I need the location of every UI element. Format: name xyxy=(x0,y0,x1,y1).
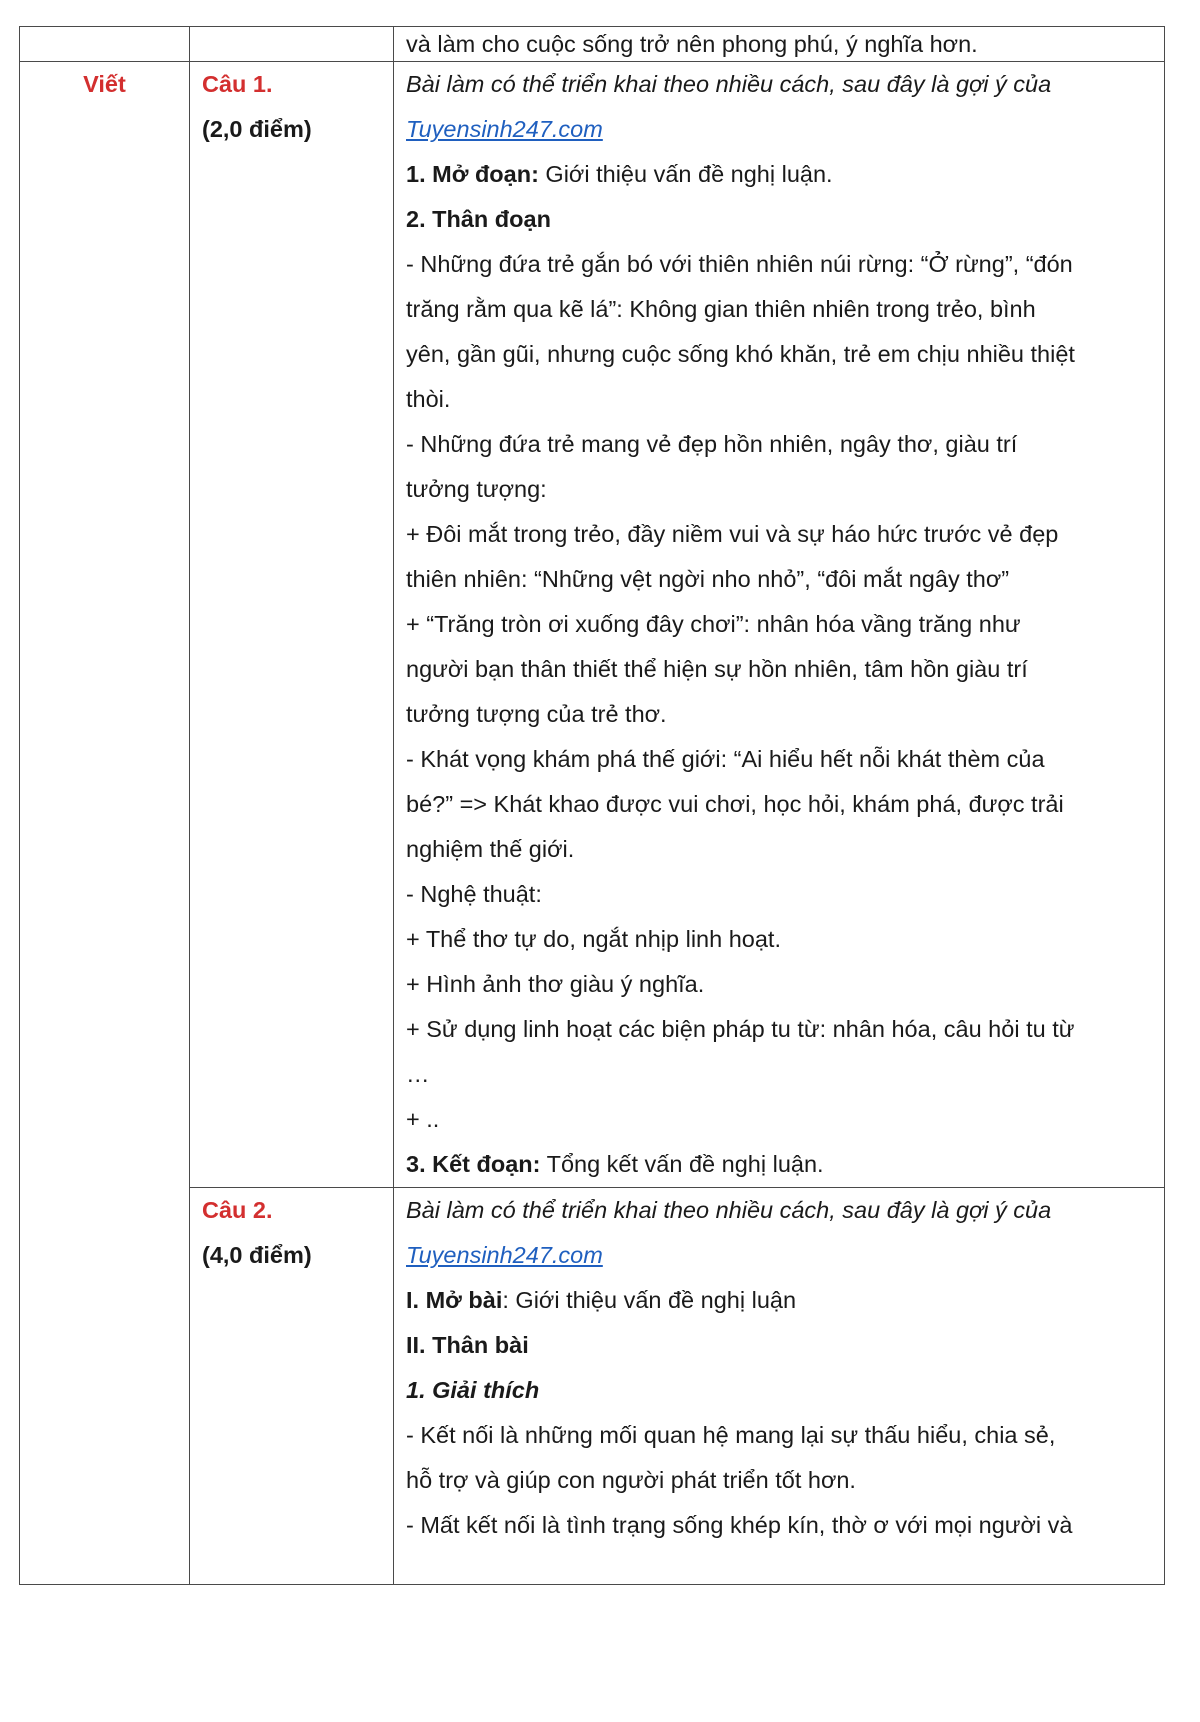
answer-line: hỗ trợ và giúp con người phát triển tốt hơn. xyxy=(406,1467,856,1493)
answer-line xyxy=(406,1052,1152,1097)
body-text: Giới thiệu vấn đề nghị luận. xyxy=(538,161,833,187)
heading-text: 3. Kết đoạn: xyxy=(406,1151,541,1177)
answer-line xyxy=(406,242,1152,287)
body-text: yên, gần gũi, nhưng cuộc sống khó khăn, trẻ em chịu nhiều thiệt xyxy=(406,341,1075,367)
answer-line xyxy=(406,827,1152,872)
answer-lines xyxy=(406,1413,1152,1548)
question-cell-empty xyxy=(190,27,394,62)
answer-line xyxy=(406,152,1152,197)
answer-intro: Bài làm có thể triển khai theo nhiều cách, sau đây là gợi ý của xyxy=(406,71,1052,97)
body-text: + Hình ảnh thơ giàu ý nghĩa. xyxy=(406,971,705,997)
answer-line xyxy=(406,512,1152,557)
body-text: + .. xyxy=(406,1106,440,1132)
answer-line xyxy=(406,737,1152,782)
section-label: Viết xyxy=(83,71,126,97)
answer-cell xyxy=(394,62,1165,1188)
body-text: + Thể thơ tự do, ngắt nhịp linh hoạt. xyxy=(406,926,781,952)
answer-line: - Mất kết nối là tình trạng sống khép kín, thờ ơ với mọi người và xyxy=(406,1512,1073,1538)
body-text: người bạn thân thiết thể hiện sự hồn nhiên, tâm hồn giàu trí xyxy=(406,656,1028,682)
answer-line xyxy=(406,1142,1152,1187)
body-text: - Những đứa trẻ mang vẻ đẹp hồn nhiên, ngây thơ, giàu trí xyxy=(406,431,1018,457)
body-text: … xyxy=(406,1061,430,1087)
answer-line xyxy=(406,692,1152,737)
body-text: thiên nhiên: “Những vệt ngời nho nhỏ”, “đôi mắt ngây thơ” xyxy=(406,566,1010,592)
answer-line xyxy=(406,287,1152,332)
answer-lines xyxy=(406,152,1152,1187)
answer-intro: Bài làm có thể triển khai theo nhiều cách, sau đây là gợi ý của xyxy=(406,1197,1052,1223)
table-row xyxy=(20,1188,1165,1585)
question-label: Câu 2. xyxy=(202,1197,273,1223)
source-link[interactable]: Tuyensinh247.com xyxy=(406,1242,603,1268)
body-text: Tổng kết vấn đề nghị luận. xyxy=(540,1151,824,1177)
answer-line xyxy=(406,422,1152,467)
answer-line xyxy=(406,332,1152,377)
table-row xyxy=(20,62,1165,1188)
question-points: (4,0 điểm) xyxy=(202,1242,312,1268)
body-text: nghiệm thế giới. xyxy=(406,836,575,862)
table-row xyxy=(20,27,1165,62)
body-text: trăng rằm qua kẽ lá”: Không gian thiên nhiên trong trẻo, bình xyxy=(406,296,1036,322)
answer-line xyxy=(406,1007,1152,1052)
body-text: - Nghệ thuật: xyxy=(406,881,542,907)
question-cell xyxy=(190,62,394,1188)
answer-line xyxy=(406,782,1152,827)
body-text: + “Trăng tròn ơi xuống đây chơi”: nhân hóa vầng trăng như xyxy=(406,611,1021,637)
answer-cell xyxy=(394,1188,1165,1585)
body-text: tưởng tượng của trẻ thơ. xyxy=(406,701,667,727)
answer-line xyxy=(406,962,1152,1007)
body-text: + Đôi mắt trong trẻo, đầy niềm vui và sự háo hức trước vẻ đẹp xyxy=(406,521,1059,547)
answer-subheading: 1. Giải thích xyxy=(406,1377,540,1403)
question-cell xyxy=(190,1188,394,1585)
answer-heading: II. Thân bài xyxy=(406,1332,529,1358)
answer-line: và làm cho cuộc sống trở nên phong phú, ý nghĩa hơn. xyxy=(406,31,978,57)
section-cell xyxy=(20,62,190,1585)
answer-line xyxy=(406,197,1152,242)
answer-line xyxy=(406,602,1152,647)
answer-table xyxy=(19,26,1165,1585)
heading-text: I. Mở bài xyxy=(406,1287,503,1313)
answer-line xyxy=(406,647,1152,692)
answer-line xyxy=(406,377,1152,422)
answer-line xyxy=(406,872,1152,917)
body-text: tưởng tượng: xyxy=(406,476,547,502)
answer-line: - Kết nối là những mối quan hệ mang lại sự thấu hiểu, chia sẻ, xyxy=(406,1422,1056,1448)
answer-line xyxy=(406,557,1152,602)
heading-text: 2. Thân đoạn xyxy=(406,206,551,232)
answer-link-line xyxy=(406,1233,1152,1278)
heading-text: 1. Mở đoạn: xyxy=(406,161,539,187)
question-label: Câu 1. xyxy=(202,71,273,97)
answer-line xyxy=(406,1097,1152,1142)
section-cell-empty xyxy=(20,27,190,62)
answer-link-line xyxy=(406,107,1152,152)
answer-line xyxy=(406,467,1152,512)
body-text: bé?” => Khát khao được vui chơi, học hỏi, khám phá, được trải xyxy=(406,791,1064,817)
answer-cell xyxy=(394,27,1165,62)
source-link[interactable]: Tuyensinh247.com xyxy=(406,116,603,142)
answer-line xyxy=(406,917,1152,962)
answer-line xyxy=(406,1278,1152,1323)
body-text: thòi. xyxy=(406,386,451,412)
body-text: - Những đứa trẻ gắn bó với thiên nhiên núi rừng: “Ở rừng”, “đón xyxy=(406,251,1073,277)
body-text: : Giới thiệu vấn đề nghị luận xyxy=(502,1287,797,1313)
body-text: - Khát vọng khám phá thế giới: “Ai hiểu hết nỗi khát thèm của xyxy=(406,746,1045,772)
body-text: + Sử dụng linh hoạt các biện pháp tu từ: nhân hóa, câu hỏi tu từ xyxy=(406,1016,1075,1042)
question-points: (2,0 điểm) xyxy=(202,116,312,142)
